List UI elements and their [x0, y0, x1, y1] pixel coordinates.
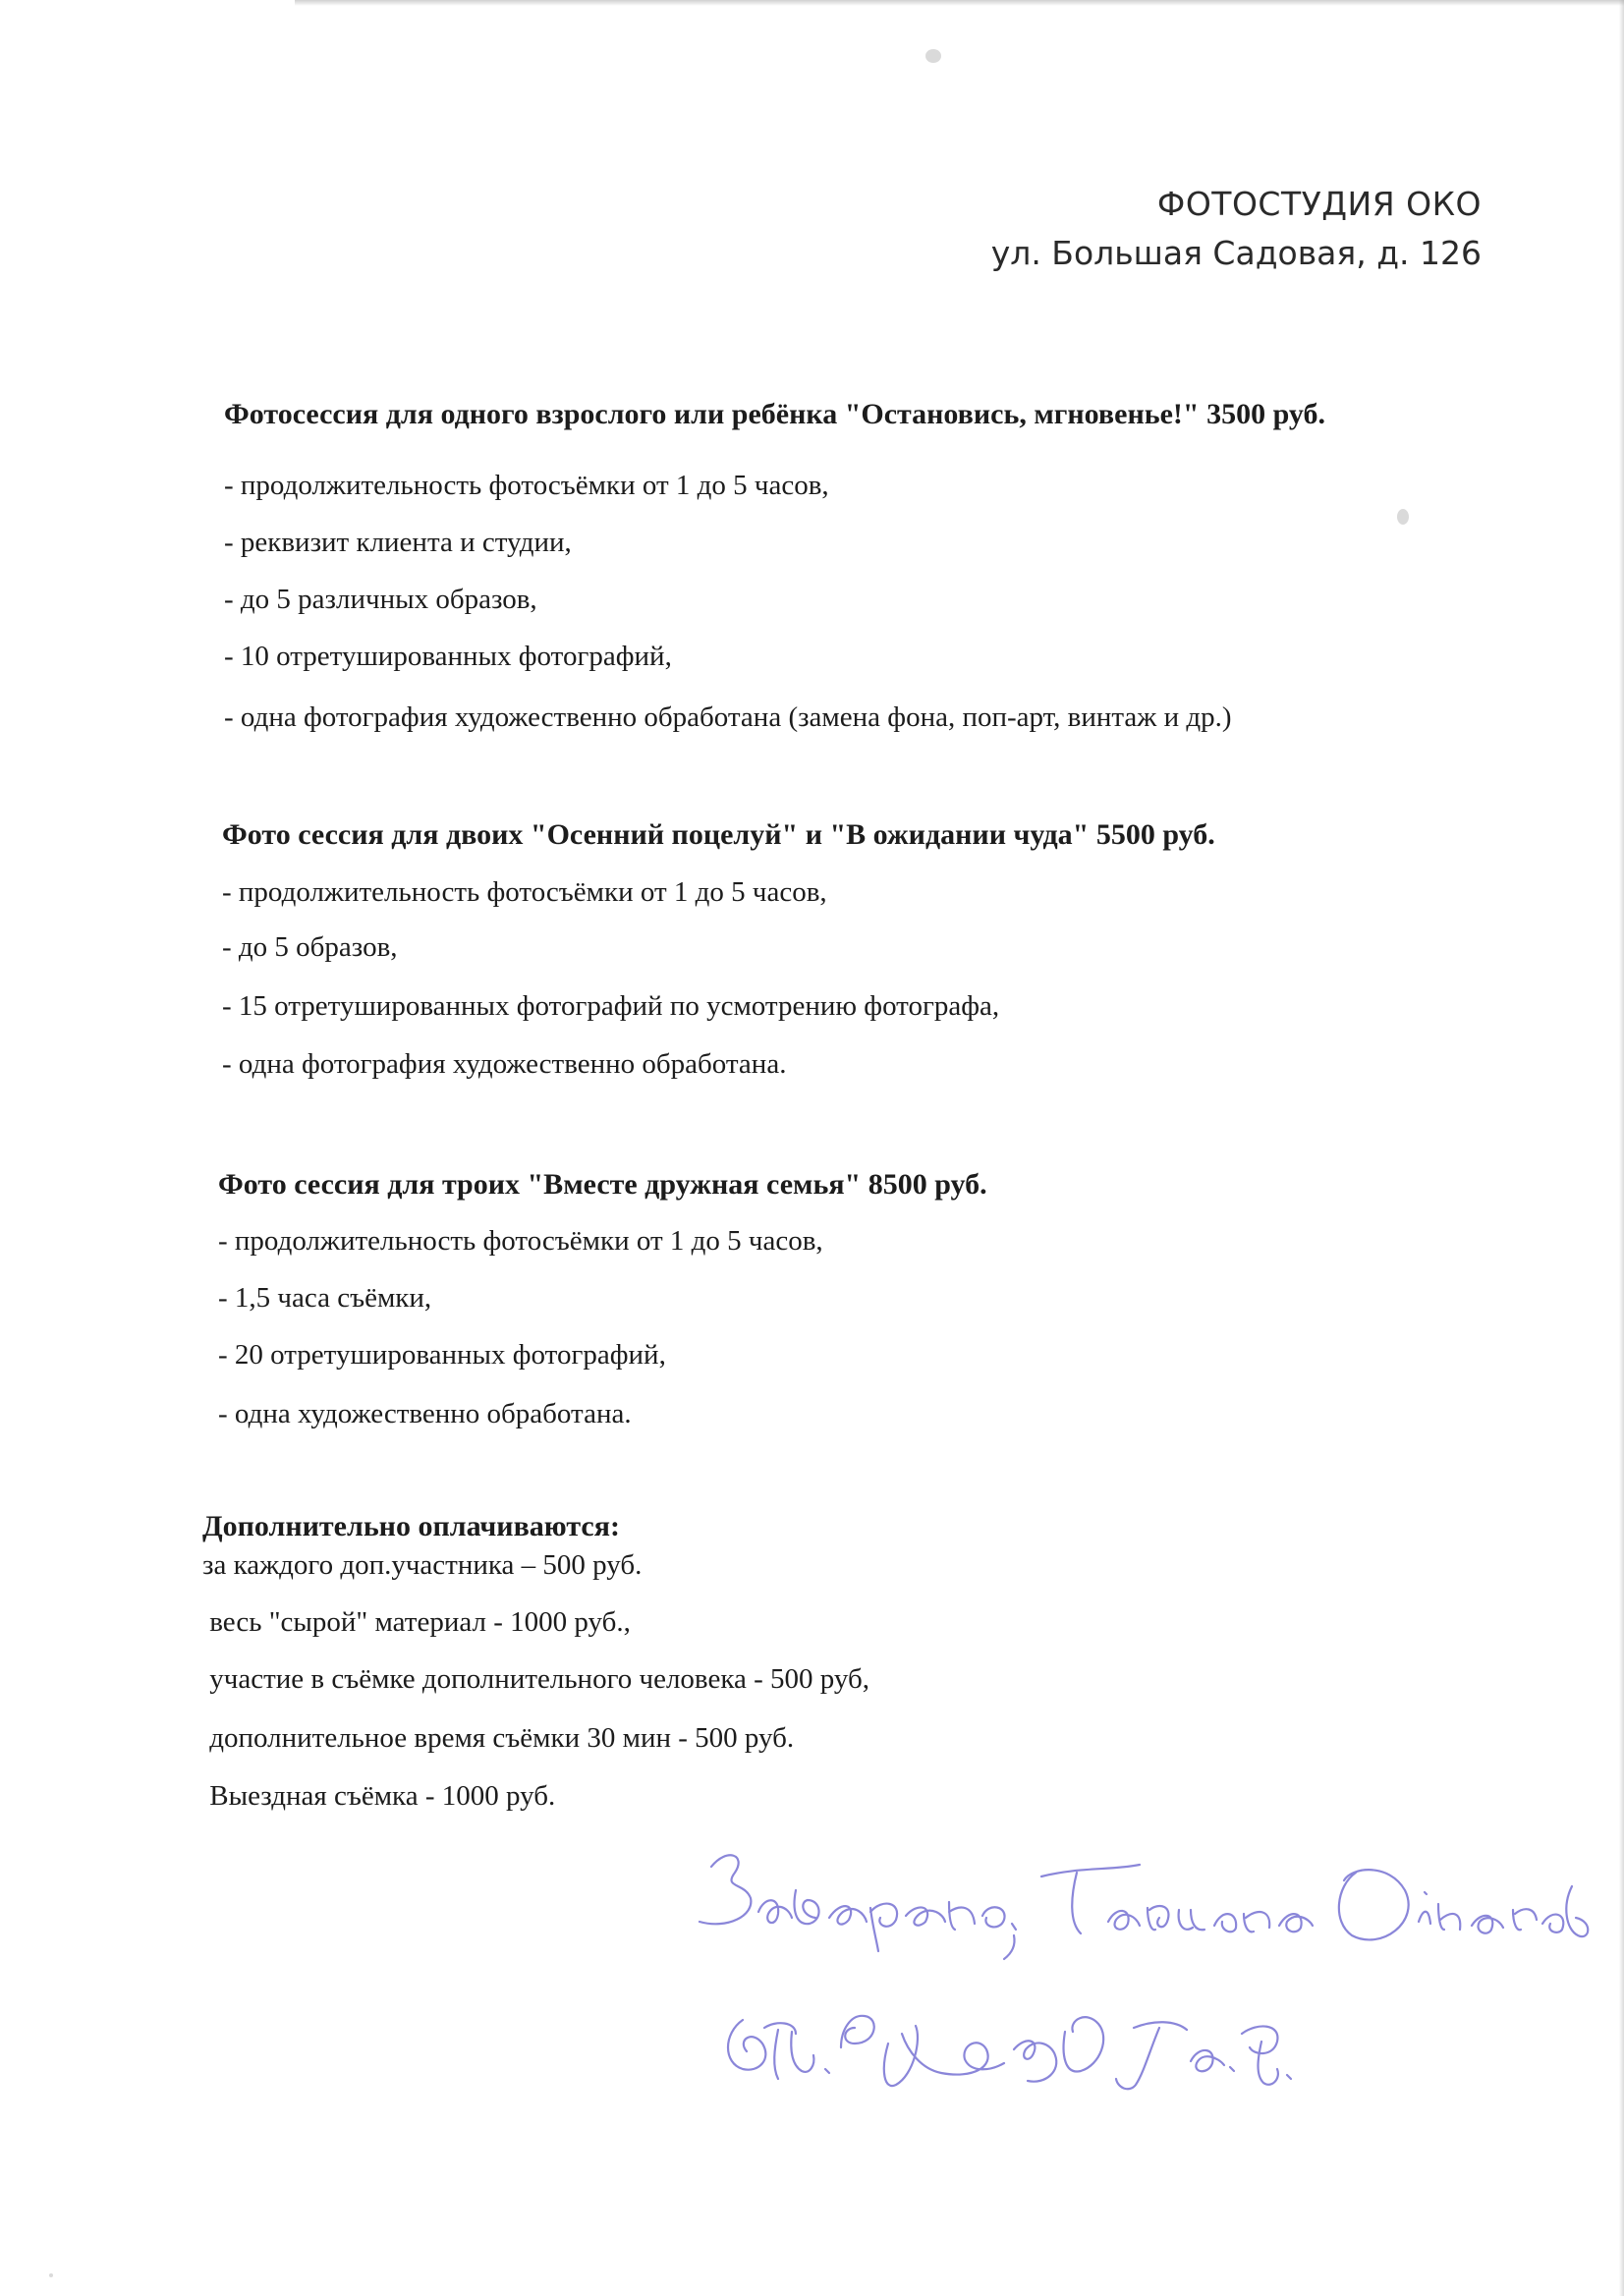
extras-item: за каждого доп.участника – 500 руб. [202, 1549, 643, 1581]
extras-item: дополнительное время съёмки 30 мин - 500 руб. [202, 1722, 795, 1754]
scan-speck [1397, 509, 1409, 525]
package-title: Фото сессия для троих "Вместе дружная семья" 8500 руб. [218, 1168, 987, 1201]
package-item: - продолжительность фотосъёмки от 1 до 5 часов, [224, 470, 829, 501]
package-item: - продолжительность фотосъёмки от 1 до 5 часов, [218, 1225, 823, 1257]
scan-shadow-top [295, 0, 1624, 6]
package-item: - 10 отретушированных фотографий, [224, 641, 672, 672]
package-item: - одна фотография художественно обработана. [222, 1048, 787, 1080]
studio-header [991, 180, 1482, 278]
studio-name: ФОТОСТУДИЯ ОКО [1156, 185, 1482, 223]
package-item: - до 5 образов, [222, 931, 398, 963]
extras-item: весь "сырой" материал - 1000 руб., [202, 1606, 631, 1638]
package-item: - 20 отретушированных фотографий, [218, 1339, 666, 1371]
package-title: Фото сессия для двоих "Осенний поцелуй" и "В ожидании чуда" 5500 руб. [222, 818, 1215, 851]
scan-shadow-right [1619, 0, 1624, 2296]
package-title: Фотосессия для одного взрослого или ребёнка "Остановись, мгновенье!" 3500 руб. [224, 398, 1325, 430]
package-item: - одна фотография художественно обработана (замена фона, поп-арт, винтаж и др.) [224, 701, 1232, 733]
studio-address: ул. Большая Садовая, д. 126 [990, 234, 1482, 272]
extras-item: Выездная съёмка - 1000 руб. [202, 1780, 556, 1812]
scan-speck [925, 49, 941, 63]
package-item: - реквизит клиента и студии, [224, 527, 572, 558]
extras-title: Дополнительно оплачиваются: [202, 1510, 620, 1542]
extras-item: участие в съёмке дополнительного человека - 500 руб, [202, 1663, 869, 1695]
package-item: - продолжительность фотосъёмки от 1 до 5 часов, [222, 876, 827, 908]
package-item: - до 5 различных образов, [224, 584, 537, 615]
package-item: - 15 отретушированных фотографий по усмотрению фотографа, [222, 990, 1000, 1022]
scan-speck [49, 2273, 53, 2277]
handwritten-signature [648, 1827, 1592, 2142]
package-item: - одна художественно обработана. [218, 1398, 632, 1429]
package-item: - 1,5 часа съёмки, [218, 1282, 432, 1314]
